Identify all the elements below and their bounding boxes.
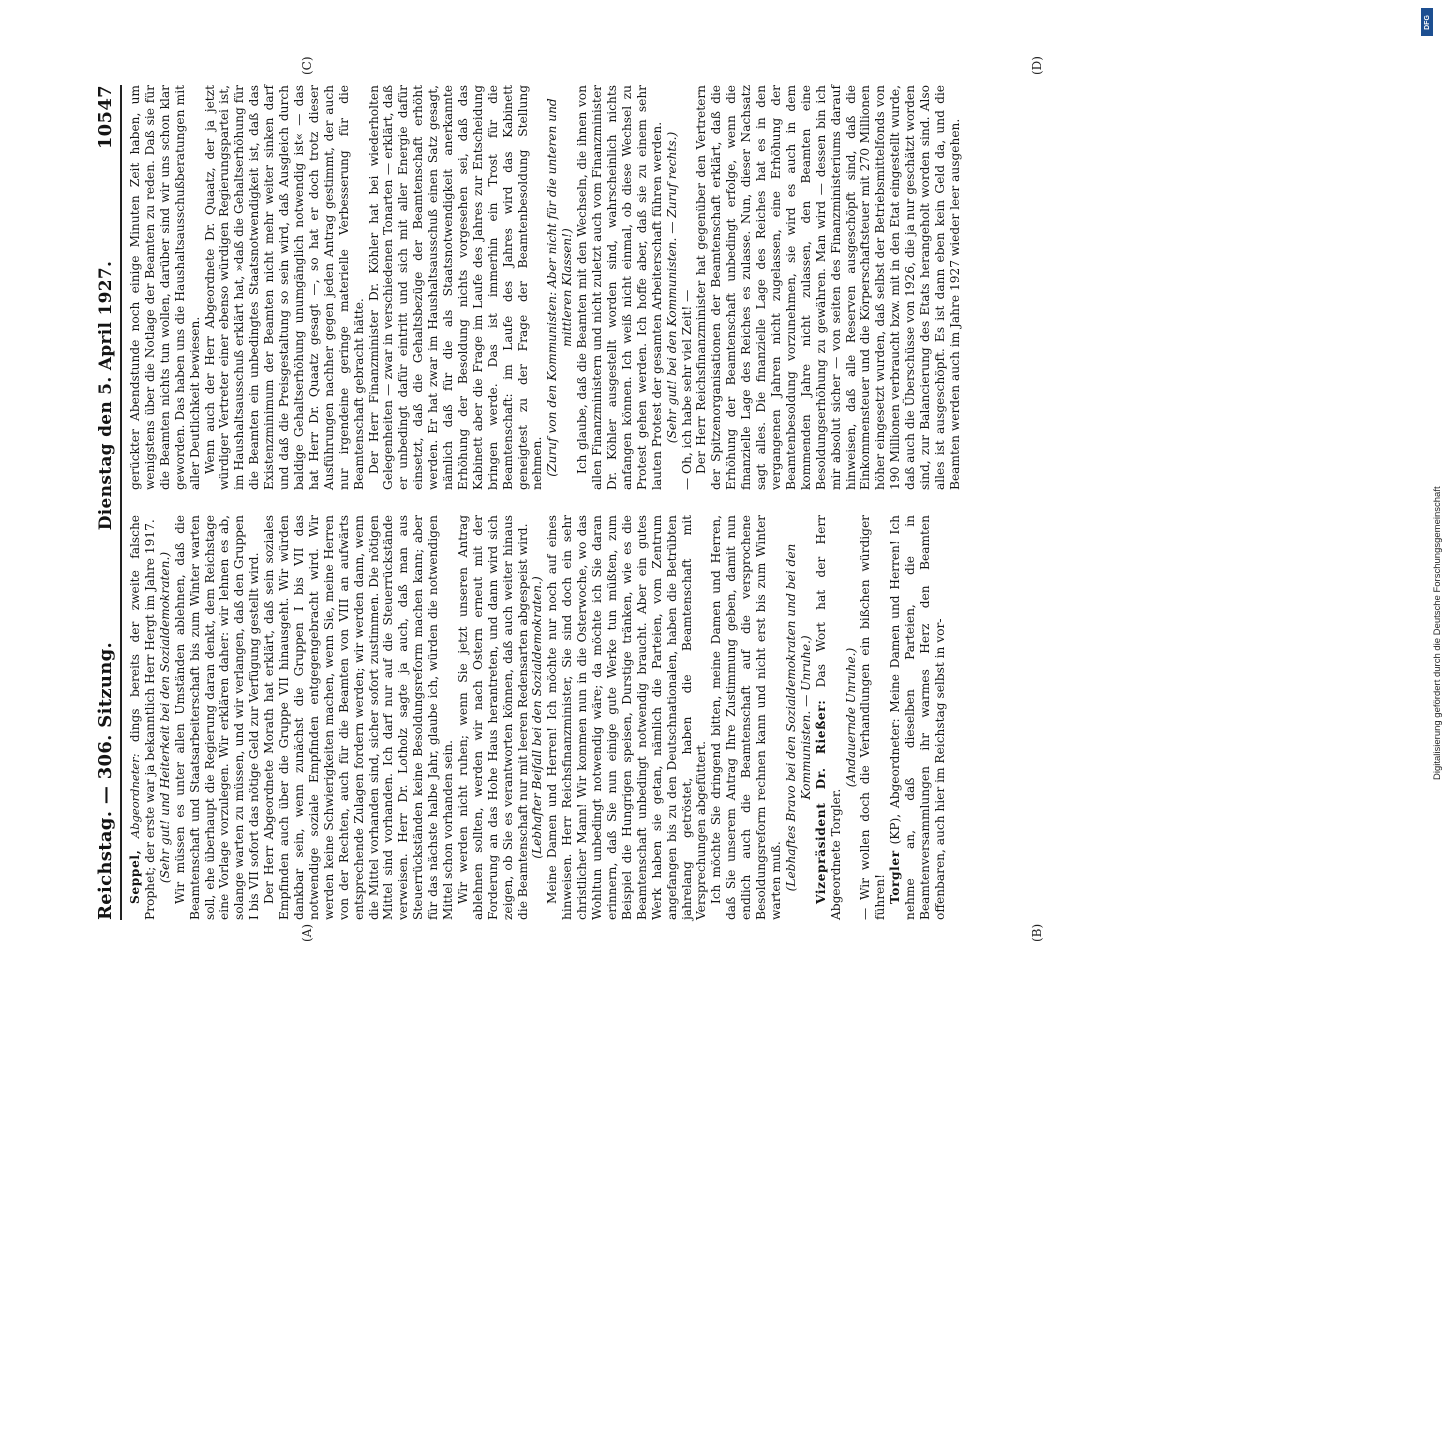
- paragraph: [262, 515, 456, 920]
- paragraph: [814, 515, 844, 920]
- paragraph: [456, 515, 531, 920]
- interjection: (Zuruf von den Kommunisten: Aber nicht für die unteren und mittleren Klassen!): [545, 98, 575, 477]
- marker-c: (C): [300, 56, 314, 75]
- paragraph: [694, 85, 962, 490]
- paragraph: [203, 85, 367, 490]
- paragraph: gerückter Abendstunde noch einige Minuten Zeit haben, um wenigstens über die Notlage der Beamten zu reden. Daß sie für die Beamten nichts tun wollen, darüber sind wir uns schon klar geworden. Das haben uns die Haushaltsausschußberatungen mit aller Deutlichkeit bewiesen.: [128, 85, 202, 490]
- speaker-role: Abgeordneter:: [128, 753, 142, 839]
- paragraph-text: Wir werden nicht ruhen; wenn Sie jetzt unseren Antrag ablehnen sollten, werden wir nach Ostern erneut mit der Forderung an das Hohe Haus herantreten, und dann wird sich zeigen, ob Sie es verantworten können, daß auch weiter hinaus die Beamtenschaft nur mit leeren Redensarten abgespeist wird.: [455, 515, 530, 920]
- digitization-note: [1418, 20, 1443, 780]
- paragraph: [545, 515, 709, 920]
- header-rule: [120, 85, 122, 920]
- paragraph: [575, 85, 664, 490]
- header-date: Dienstag den 5. April 1927.: [96, 260, 116, 531]
- right-column: [128, 85, 963, 490]
- paragraph: — Wir wollen doch die Verhandlungen ein bißchen würdiger führen!: [858, 515, 888, 920]
- marker-d: (D): [1030, 56, 1044, 75]
- paragraph-text: dings bereits der zweite falsche Prophet; der erste war ja bekanntlich Herr Hergt im Jahre 1917.: [128, 514, 157, 920]
- paragraph-text: Wir müssen es unter allen Umständen ablehnen, daß die Beamtenschaft und Staatsarbeiterschaft bis zum Winter warten soll, ehe überhaupt die Regierung daran denkt, dem Reichstage eine Vorlage vorzulegen. Wir erklären daher: wir lehnen es ab, solange warten zu müssen, und wir verlangen, daß den Gruppen I bis VII sofort das nötige Geld zur Verfügung gestellt wird.: [172, 515, 262, 920]
- paragraph: [709, 515, 784, 920]
- marker-a: (A): [300, 923, 314, 942]
- header-left: Reichstag. — 306. Sitzung.: [95, 641, 116, 920]
- dfg-logo: DFG: [1421, 8, 1433, 36]
- paragraph-text: Der Herr Finanzminister Dr. Köhler hat bei wiederholten Gelegenheiten — zwar in verschiedenen Tonarten — erklärt, daß er unbedingt dafür eintritt und sich mit aller Energie dafür einsetzt, daß die Gehaltsbezüge der Beamtenschaft erhöht werden. Er hat zwar im Haushaltsausschuß einen Satz gesagt, nämlich daß für die als Staatsnotwendigkeit anerkannte Erhöhung der Besoldung nichts vorgesehen sei, daß das Kabinett aber die Frage im Laufe des Jahres zur Entscheidung bringen werde. Das ist immerhin ein Trost für die Beamtenschaft: im Laufe des Jahres wird das Kabinett geneigtest zu der Frage der Beamtenbesoldung Stellung nehmen.: [366, 85, 545, 490]
- paragraph-text: (KP), Abgeordneter: Meine Damen und Herren! Ich nehme an, daß dieselben Parteien, die in Beamtenversammlungen ihr warmes Herz den Beamten offenbaren, auch hier im Reichstag selbst in vor-: [888, 515, 947, 920]
- interjection: (Andauernde Unruhe.): [843, 647, 858, 788]
- digitization-note-text: Digitalisierung gefördert durch die Deutsche Forschungsgemeinschaft: [1432, 486, 1443, 780]
- paragraph: [173, 515, 262, 920]
- left-column: [128, 515, 948, 920]
- paragraph-text: Wenn auch der Herr Abgeordnete Dr. Quaatz, der ja jetzt würdiger Vertreter einer ebenso würdigen Regierungspartei ist, im Haushaltsausschuß erklärt hat, »daß die Gehaltserhöhung für die Beamten ein unbedingtes Staatsnotwendigkeit ist, daß das Existenzminimum der Beamten nicht mehr weiter sinken darf und daß die Preisgestaltung so sein wird, daß Ausgleich durch baldige Gehaltserhöhung unumgänglich notwendig ist« — das hat Herr Dr. Quaatz gesagt —, so hat er doch trotz dieser Ausführungen nachher gegen jeden Antrag gestimmt, der auch nur irgendeine geringe materielle Verbesserung für die Beamtenschaft gebracht hätte.: [202, 85, 366, 490]
- page-header: [86, 85, 116, 920]
- page-number: 10547: [95, 85, 116, 150]
- paragraph-text: Meine Damen und Herren! Ich möchte nur noch auf eines hinweisen. Herr Reichsfinanzminister, Sie sind doch ein sehr christlicher Mann! Wir kommen nun in die Osterwoche, wo das Wohltun unbedingt notwendig wäre; da möchte ich Sie daran erinnern, daß Sie nun einige gute Werke tun müßten, zum Beispiel die Hungrigen speisen, Durstige tränken, wie es die Beamtenschaft unbedingt notwendig braucht. Aber ein gutes Werk haben sie getan, nämlich die Parteien, vom Zentrum angefangen bis zu den Deutschnationalen, haben die Betrübten jahrelang getröstet, haben die Beamtenschaft mit Versprechungen abgefüttert.: [545, 515, 709, 920]
- paragraph-text: Ich möchte Sie dringend bitten, meine Damen und Herren, daß Sie unserem Antrag Ihre Zustimmung geben, damit nun endlich auch die Beamtenschaft auf die versprochene Besoldungsreform rechnen kann und nicht erst bis zum Winter warten muß.: [709, 515, 783, 920]
- interjection: (Sehr gut! bei den Kommunisten. — Zuruf rechts.): [664, 131, 679, 444]
- paragraph-text: Ich glaube, daß die Beamten mit den Wechseln, die ihnen von allen Finanzministern und nicht zuletzt auch vom Finanzminister Dr. Köhler ausgestellt worden sind, wahrscheinlich nichts anfangen können. Ich weiß nicht einmal, ob diese Wechsel zu Protest gehen werden. Ich hoffe aber, daß sie zu einem sehr lauten Protest der gesamten Arbeiterschaft führen werden.: [575, 85, 664, 490]
- paragraph-text: Der Herr Abgeordnete Morath hat erklärt, daß sein soziales Empfinden auch über die Gruppe VII hinausgeht. Wir würden dankbar sein, wenn zunächst die Gruppen I bis VII das notwendige soziale Empfinden entgegengebracht wird. Wir werden keine Schwierigkeiten machen, wenn Sie, meine Herren von der Rechten, auch für die Beamten von VIII an aufwärts entsprechende Zulagen fordern werden; wir werden dann, wenn die Mittel vorhanden sind, sicher sofort zustimmen. Die nötigen Mittel sind vorhanden. Ich darf nur auf die Steuerrückstände verweisen. Herr Dr. Lotholz sagte ja auch, daß man aus Steuerrückständen keine Besoldungsreform machen kann; aber für das nächste halbe Jahr, glaube ich, würden die notwendigen Mittel schon vorhanden sein.: [262, 515, 456, 920]
- interjection: (Sehr gut! und Heiterkeit bei den Sozialdemokraten.): [157, 551, 172, 884]
- interjection: (Lebhafter Beifall bei den Sozialdemokraten.): [530, 576, 545, 859]
- paragraph: [367, 85, 546, 490]
- speaker-name: Vizepräsident Dr. Rießer:: [813, 699, 828, 904]
- paragraph: — Oh, ich habe sehr viel Zeit! —: [679, 289, 694, 490]
- speaker-name: Seppel,: [128, 849, 142, 904]
- paragraph: [128, 515, 158, 920]
- speaker-name: Torgler: [888, 850, 903, 904]
- paragraph: [888, 515, 948, 920]
- paragraph-text: Das Wort hat der Herr Abgeordnete Torgler.: [813, 515, 843, 920]
- marker-b: (B): [1030, 923, 1044, 942]
- interjection: (Lebhaftes Bravo bei den Sozialdemokraten und bei den Kommunisten. — Unruhe.): [783, 543, 813, 892]
- paragraph-text: Der Herr Reichsfinanzminister hat gegenüber den Vertretern der Spitzenorganisationen der Beamtenschaft erklärt, daß die Erhöhung der Beamtenschaft unbedingt erfolge, wenn die finanzielle Lage des Reiches es zulasse. Nun, dieser Nachsatz sagt alles. Die finanzielle Lage des Reiches hat es in den vergangenen Jahren nicht zugelassen, eine Erhöhung der Beamtenbesoldung vorzunehmen, sie wird es auch in dem kommenden Jahre nicht zulassen, den Beamten eine Besoldungserhöhung zu gewähren. Man wird — dessen bin ich mir absolut sicher — von seiten des Finanzministeriums darauf hinweisen, daß alle Reserven ausgeschöpft sind, daß die Einkommensteuer und die Körperschaftsteuer mit 270 Millionen höher eingesetzt wurden, daß selbst der Betriebsmittelfonds von 190 Millionen verbraucht bzw. mit in den Etat eingestellt wurde, daß auch die Überschüsse von 1926, die ja nur geschätzt worden sind, zur Balancierung des Etats herangeholt worden sind. Also alles ist ausgeschöpft. Es ist dann eben kein Geld da, und die Beamten werden auch im Jahre 1927 wieder leer ausgehen.: [694, 85, 962, 490]
